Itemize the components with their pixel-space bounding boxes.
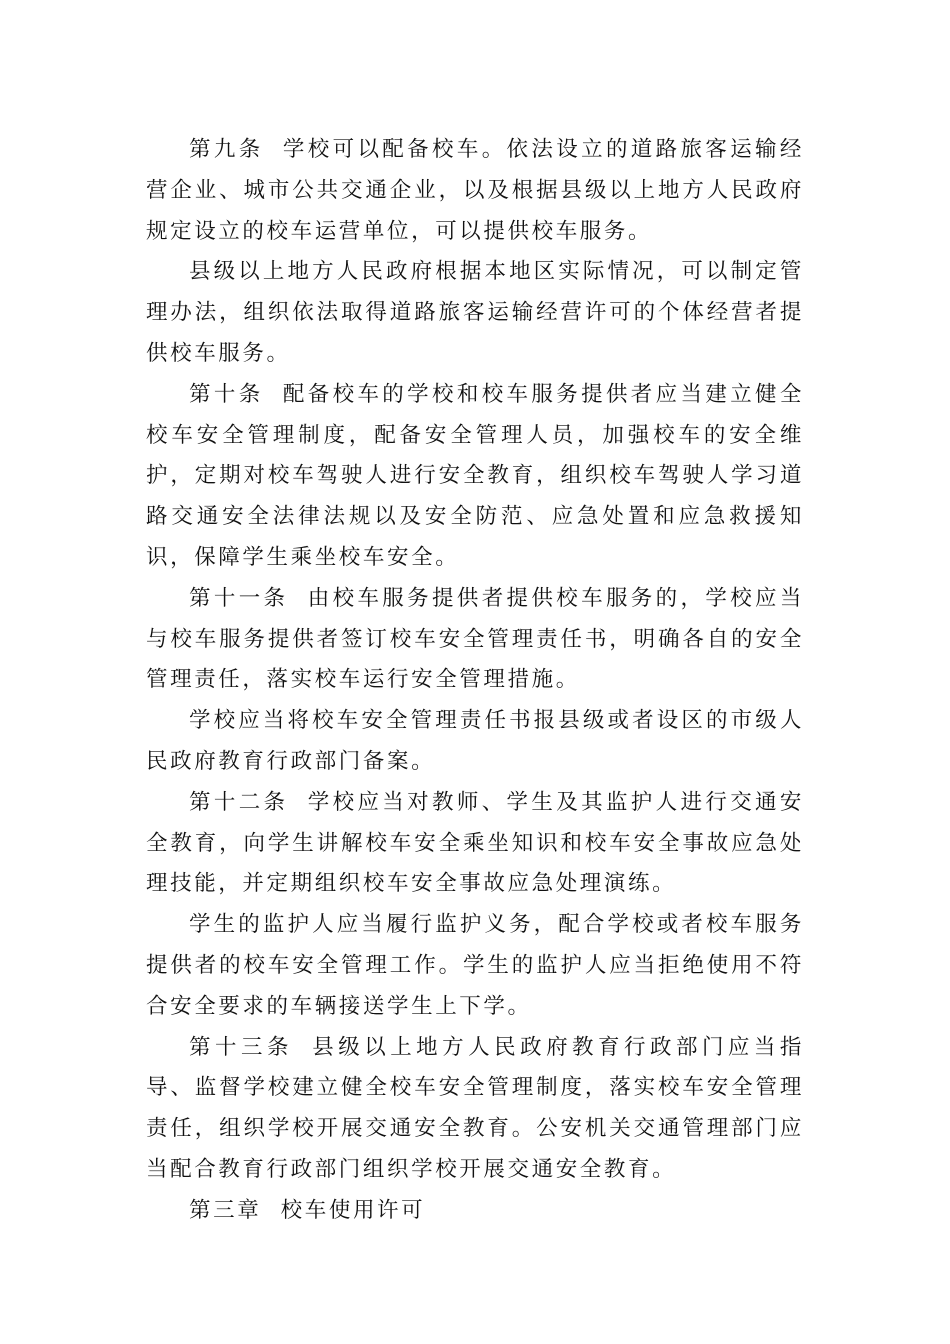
chapter-number: 第三章 bbox=[189, 1197, 262, 1223]
paragraph-article-9 bbox=[146, 130, 804, 252]
paragraph-text: 由校车服务提供者提供校车服务的，学校应当与校车服务提供者签订校车安全管理责任书，明确各自的安全管理责任，落实校车运行安全管理措施。 bbox=[146, 585, 804, 693]
paragraph-text: 学校应当将校车安全管理责任书报县级或者设区的市级人民政府教育行政部门备案。 bbox=[146, 708, 804, 774]
paragraph-text: 配备校车的学校和校车服务提供者应当建立健全校车安全管理制度，配备安全管理人员，加强校车的安全维护，定期对校车驾驶人进行安全教育，组织校车驾驶人学习道路交通安全法律法规以及安全防范、应急处置和应急救援知识，保障学生乘坐校车安全。 bbox=[146, 381, 804, 570]
paragraph-text: 学校应当对教师、学生及其监护人进行交通安全教育，向学生讲解校车安全乘坐知识和校车安全事故应急处理技能，并定期组织校车安全事故应急处理演练。 bbox=[146, 789, 804, 897]
paragraph-article-11-clause-2 bbox=[146, 701, 804, 783]
paragraph-article-9-clause-2 bbox=[146, 252, 804, 374]
paragraph-text: 县级以上地方人民政府教育行政部门应当指导、监督学校建立健全校车安全管理制度，落实校车安全管理责任，组织学校开展交通安全教育。公安机关交通管理部门应当配合教育行政部门组织学校开展交通安全教育。 bbox=[146, 1034, 804, 1182]
chapter-title: 校车使用许可 bbox=[280, 1197, 426, 1223]
paragraph-article-10 bbox=[146, 375, 804, 579]
article-number: 第十二条 bbox=[189, 789, 289, 815]
paragraph-article-12 bbox=[146, 783, 804, 905]
article-number: 第十条 bbox=[189, 381, 264, 407]
paragraph-text: 县级以上地方人民政府根据本地区实际情况，可以制定管理办法，组织依法取得道路旅客运输经营许可的个体经营者提供校车服务。 bbox=[146, 259, 804, 366]
paragraph-article-13 bbox=[146, 1028, 804, 1191]
paragraph-text: 学校可以配备校车。依法设立的道路旅客运输经营企业、城市公共交通企业，以及根据县级以上地方人民政府规定设立的校车运营单位，可以提供校车服务。 bbox=[146, 137, 804, 244]
article-number: 第十一条 bbox=[189, 585, 289, 611]
document-page bbox=[146, 130, 804, 1232]
article-number: 第九条 bbox=[189, 137, 264, 162]
chapter-heading bbox=[146, 1191, 804, 1232]
paragraph-article-11 bbox=[146, 579, 804, 701]
paragraph-article-12-clause-2 bbox=[146, 905, 804, 1027]
article-number: 第十三条 bbox=[189, 1034, 293, 1060]
paragraph-text: 学生的监护人应当履行监护义务，配合学校或者校车服务提供者的校车安全管理工作。学生的监护人应当拒绝使用不符合安全要求的车辆接送学生上下学。 bbox=[146, 912, 804, 1019]
